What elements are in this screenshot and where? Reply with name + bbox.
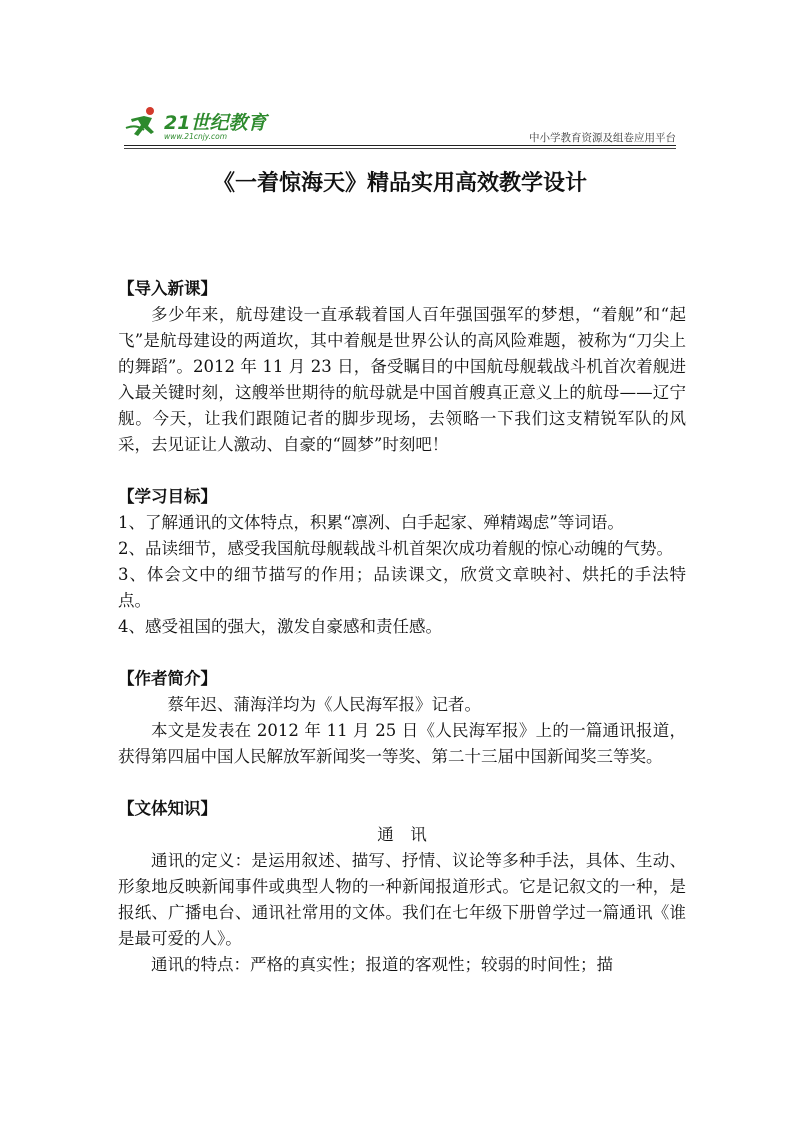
logo bbox=[124, 106, 274, 144]
spacer bbox=[118, 770, 686, 796]
section-heading-genre: 【文体知识】 bbox=[118, 799, 217, 818]
section-heading-author: 【作者简介】 bbox=[118, 669, 217, 688]
logo-url: www.21cnjy.com bbox=[164, 132, 228, 141]
page-header bbox=[124, 106, 676, 146]
genre-subtitle: 通讯 bbox=[377, 825, 444, 844]
genre-definition: 通讯的定义：是运用叙述、描写、抒情、议论等多种手法，具体、生动、形象地反映新闻事件或典型人物的一种新闻报道形式。它是记叙文的一种，是报纸、广播电台、通讯社常用的文体。我们在七年级下册曾学过一篇通讯《谁是最可爱的人》。 bbox=[118, 851, 686, 948]
author-line-2: 本文是发表在 2012 年 11 月 25 日《人民海军报》上的一篇通讯报道，获得第四届中国人民解放军新闻奖一等奖、第二十三届中国新闻奖三等奖。 bbox=[118, 721, 686, 766]
goal-item-3: 3、体会文中的细节描写的作用；品读课文，欣赏文章映衬、烘托的手法特点。 bbox=[118, 565, 686, 610]
section-heading-goals: 【学习目标】 bbox=[118, 487, 217, 506]
section-heading-intro: 【导入新课】 bbox=[118, 279, 217, 298]
genre-features: 通讯的特点：严格的真实性；报道的客观性；较弱的时间性；描 bbox=[151, 955, 613, 974]
spacer bbox=[118, 458, 686, 484]
intro-paragraph: 多少年来，航母建设一直承载着国人百年强国强军的梦想，“着舰”和“起飞”是航母建设的两道坎，其中着舰是世界公认的高风险难题，被称为“刀尖上的舞蹈”。2012 年 11 月 23 日，备受瞩目的中国航母舰载战斗机首次着舰进入最关键时刻，这艘举世期待的航母就是中国首艘真正意义上的航母——辽宁舰。今天，让我们跟随记者的脚步现场，去领略一下我们这支精锐军队的风采，去见证让人激动、自豪的“圆梦”时刻吧！ bbox=[118, 305, 686, 454]
goal-item-2: 2、品读细节，感受我国航母舰载战斗机首架次成功着舰的惊心动魄的气势。 bbox=[118, 539, 673, 558]
platform-tagline: 中小学教育资源及组卷应用平台 bbox=[529, 132, 676, 144]
author-line-1: 蔡年迟、蒲海洋均为《人民海军报》记者。 bbox=[167, 695, 481, 714]
document-body bbox=[118, 276, 686, 978]
header-divider bbox=[124, 145, 676, 146]
header-divider-thin bbox=[124, 148, 676, 149]
goal-item-1: 1、了解通讯的文体特点，积累“凛冽、白手起家、殚精竭虑”等词语。 bbox=[118, 513, 624, 532]
runner-logo-icon bbox=[124, 106, 164, 140]
logo-text: 21世纪教育 bbox=[164, 112, 267, 134]
page-title: 《一着惊海天》精品实用高效教学设计 bbox=[212, 171, 587, 196]
goal-item-4: 4、感受祖国的强大，激发自豪感和责任感。 bbox=[118, 617, 442, 636]
spacer bbox=[118, 640, 686, 666]
